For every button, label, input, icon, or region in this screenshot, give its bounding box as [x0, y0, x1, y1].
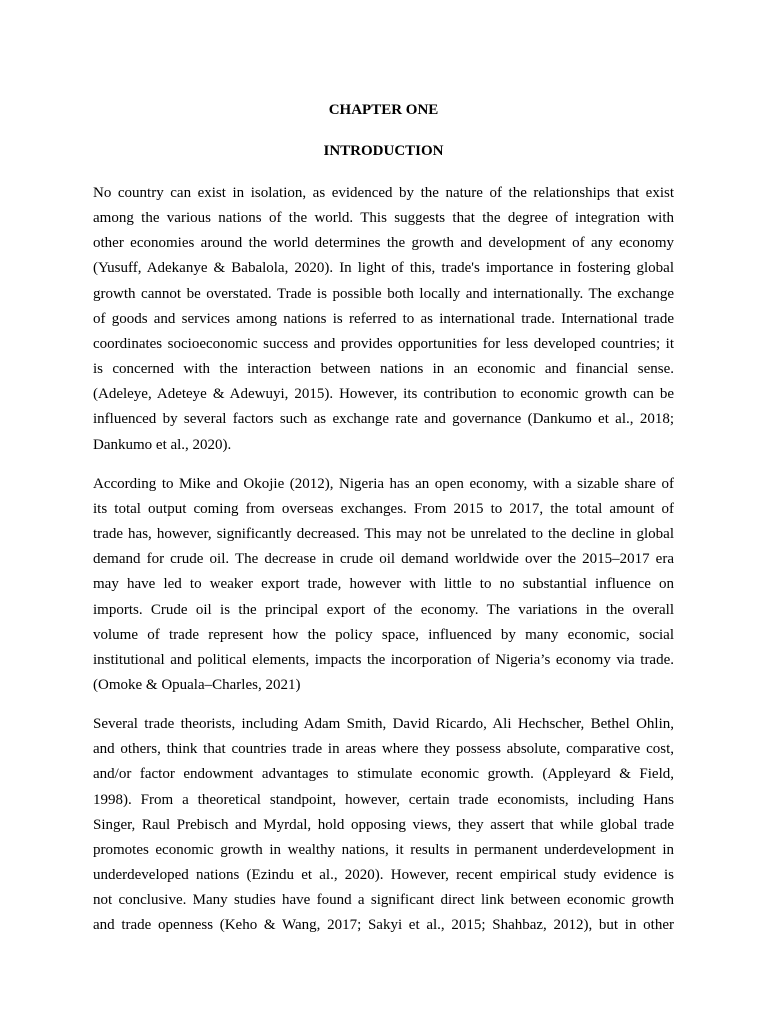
paragraph-line: Singer, Raul Prebisch and Myrdal, hold opposing views, they assert that while global trade — [93, 816, 674, 833]
paragraph-line: and trade openness (Keho & Wang, 2017; Sakyi et al., 2015; Shahbaz, 2012), but in other — [93, 917, 674, 934]
paragraph-line: is concerned with the interaction between nations in an economic and financial sense. — [93, 361, 674, 378]
paragraph-line: volume of trade represent how the policy space, influenced by many economic, social — [93, 626, 674, 643]
paragraph-line: (Yusuff, Adekanye & Babalola, 2020). In light of this, trade's importance in fostering global — [93, 260, 674, 277]
paragraph-line: among the various nations of the world. This suggests that the degree of integration with — [93, 210, 674, 227]
section-title: INTRODUCTION — [323, 143, 444, 159]
paragraph-line: (Omoke & Opuala–Charles, 2021) — [93, 676, 301, 693]
paragraph-line: imports. Crude oil is the principal export of the economy. The variations in the overall — [93, 601, 674, 618]
paragraph-line: Several trade theorists, including Adam Smith, David Ricardo, Ali Hechscher, Bethel Ohlin, — [93, 716, 674, 733]
paragraph-line: and others, think that countries trade in areas where they possess absolute, comparative cost, — [93, 741, 674, 758]
paragraph-line: underdeveloped nations (Ezindu et al., 2020). However, recent empirical study evidence is — [93, 867, 674, 884]
paragraph-line: not conclusive. Many studies have found a significant direct link between economic growth — [93, 892, 674, 909]
paragraph-line: of goods and services among nations is referred to as international trade. International trade — [93, 310, 674, 327]
paragraph-line: influenced by several factors such as exchange rate and governance (Dankumo et al., 2018; — [93, 411, 674, 428]
paragraph-line: may have led to weaker export trade, however with little to no substantial influence on — [93, 576, 674, 593]
paragraph-line: coordinates socioeconomic success and provides opportunities for less developed countries; it — [93, 335, 674, 352]
paragraph-line: According to Mike and Okojie (2012), Nigeria has an open economy, with a sizable share of — [93, 475, 674, 492]
paragraph-line: (Adeleye, Adeteye & Adewuyi, 2015). However, its contribution to economic growth can be — [93, 386, 674, 403]
paragraph-line: trade has, however, significantly decreased. This may not be unrelated to the decline in global — [93, 526, 674, 543]
paragraph-line: Dankumo et al., 2020). — [93, 436, 232, 453]
paragraph-line: growth cannot be overstated. Trade is possible both locally and internationally. The exchange — [93, 285, 674, 302]
paragraph-line: promotes economic growth in wealthy nations, it results in permanent underdevelopment in — [93, 841, 674, 858]
body-paragraph — [93, 181, 674, 458]
body-paragraph — [93, 712, 674, 938]
paragraph-line: other economies around the world determines the growth and development of any economy — [93, 235, 674, 252]
paragraph-line: its total output coming from overseas exchanges. From 2015 to 2017, the total amount of — [93, 500, 674, 517]
paragraph-line: and/or factor endowment advantages to stimulate economic growth. (Appleyard & Field, — [93, 766, 674, 783]
body-paragraph — [93, 472, 674, 698]
document-page — [93, 100, 674, 953]
paragraph-line: institutional and political elements, impacts the incorporation of Nigeria’s economy via trade. — [93, 651, 674, 668]
paragraph-line: demand for crude oil. The decrease in crude oil demand worldwide over the 2015–2017 era — [93, 551, 674, 568]
paragraph-line: No country can exist in isolation, as evidenced by the nature of the relationships that exist — [93, 185, 674, 201]
chapter-title: CHAPTER ONE — [328, 102, 439, 118]
paragraph-line: 1998). From a theoretical standpoint, however, certain trade economists, including Hans — [93, 791, 674, 808]
